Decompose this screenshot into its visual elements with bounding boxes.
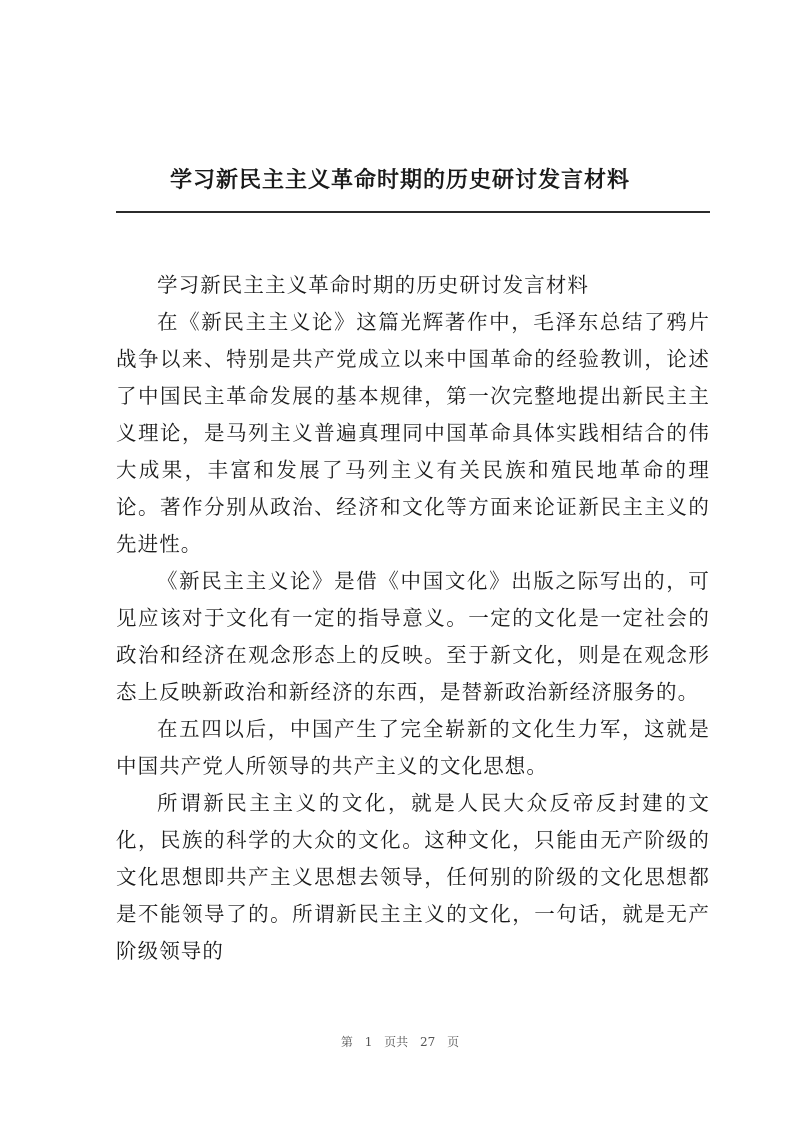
- page-footer: [0, 1033, 800, 1050]
- page-number: 1: [364, 1035, 373, 1049]
- footer-middle: 页共: [384, 1035, 409, 1049]
- document-body: [116, 267, 710, 970]
- page-total: 27: [420, 1035, 436, 1049]
- paragraph-heading: 学习新民主主义革命时期的历史研讨发言材料: [157, 273, 589, 297]
- paragraph: 在五四以后，中国产生了完全崭新的文化生力军，这就是中国共产党人所领导的共产主义的文化思想。: [116, 717, 710, 778]
- title-divider: [116, 211, 710, 213]
- page-title: 学习新民主主义革命时期的历史研讨发言材料: [169, 167, 630, 193]
- paragraph: 《新民主主义论》是借《中国文化》出版之际写出的，可见应该对于文化有一定的指导意义。一定的文化是一定社会的政治和经济在观念形态上的反映。至于新文化，则是在观念形态上反映新政治和新经济的东西，是替新政治新经济服务的。: [116, 569, 710, 704]
- paragraph: 在《新民主主义论》这篇光辉著作中，毛泽东总结了鸦片战争以来、特别是共产党成立以来中国革命的经验教训，论述了中国民主革命发展的基本规律，第一次完整地提出新民主主义理论，是马列主义普遍真理同中国革命具体实践相结合的伟大成果，丰富和发展了马列主义有关民族和殖民地革命的理论。著作分别从政治、经济和文化等方面来论证新民主主义的先进性。: [116, 310, 710, 556]
- footer-suffix: 页: [447, 1035, 460, 1049]
- footer-prefix: 第: [340, 1035, 353, 1049]
- paragraph: 所谓新民主主义的文化，就是人民大众反帝反封建的文化，民族的科学的大众的文化。这种文化，只能由无产阶级的文化思想即共产主义思想去领导，任何别的阶级的文化思想都是不能领导了的。所谓新民主主义的文化，一句话，就是无产阶级领导的: [116, 791, 710, 963]
